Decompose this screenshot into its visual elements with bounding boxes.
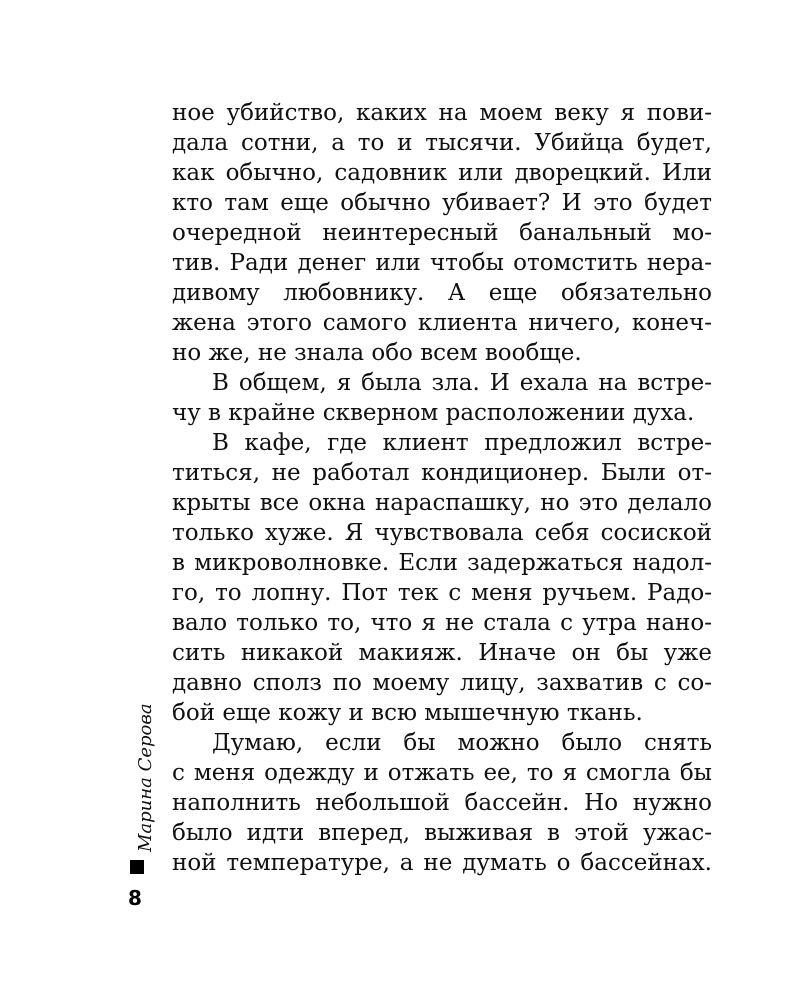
text-line: наполнить небольшой бассейн. Но нужно <box>172 790 712 816</box>
text-line: кто там еще обычно убивает? И это будет <box>172 190 712 216</box>
text-line: титься, не работал кондиционер. Были от- <box>172 460 712 486</box>
text-line: ной температуре, а не думать о бассейнах. <box>172 850 712 876</box>
text-line: бой еще кожу и всю мышечную ткань. <box>172 700 643 726</box>
text-line: было идти вперед, выживая в этой ужас- <box>172 820 712 846</box>
text-line: давно сполз по моему лицу, захватив с со- <box>172 670 712 696</box>
text-line: крыты все окна нараспашку, но это делало <box>172 490 712 516</box>
text-line: но же, не знала обо всем вообще. <box>172 340 582 366</box>
text-line: дала сотни, а то и тысячи. Убийца будет, <box>172 130 712 156</box>
author-name: Марина Серова <box>135 703 156 852</box>
square-marker-icon <box>130 860 144 874</box>
text-line: ное убийство, каких на моем веку я пови- <box>172 100 712 126</box>
page-number: 8 <box>128 886 142 910</box>
text-line: как обычно, садовник или дворецкий. Или <box>172 160 712 186</box>
text-line: вало только то, что я не стала с утра нано- <box>172 610 712 636</box>
text-line: с меня одежду и отжать ее, то я смогла бы <box>172 760 712 786</box>
text-line: очередной неинтересный банальный мо- <box>172 220 712 246</box>
text-line: только хуже. Я чувствовала себя сосиской <box>172 520 712 546</box>
text-line: В кафе, где клиент предложил встре- <box>212 430 712 456</box>
text-line: дивому любовнику. А еще обязательно <box>172 280 712 306</box>
text-line: Думаю, если бы можно было снять <box>212 730 712 756</box>
text-line: В общем, я была зла. И ехала на встре- <box>212 370 712 396</box>
text-line: в микроволновке. Если задержаться надол- <box>172 550 712 576</box>
text-line: жена этого самого клиента ничего, конеч- <box>172 310 712 336</box>
text-line: го, то лопну. Пот тек с меня ручьем. Радо- <box>172 580 712 606</box>
body-text <box>172 98 712 878</box>
text-line: тив. Ради денег или чтобы отомстить нера- <box>172 250 712 276</box>
page-sidebar <box>118 703 158 916</box>
text-line: сить никакой макияж. Иначе он бы уже <box>172 640 712 666</box>
text-line: чу в крайне скверном расположении духа. <box>172 400 695 426</box>
